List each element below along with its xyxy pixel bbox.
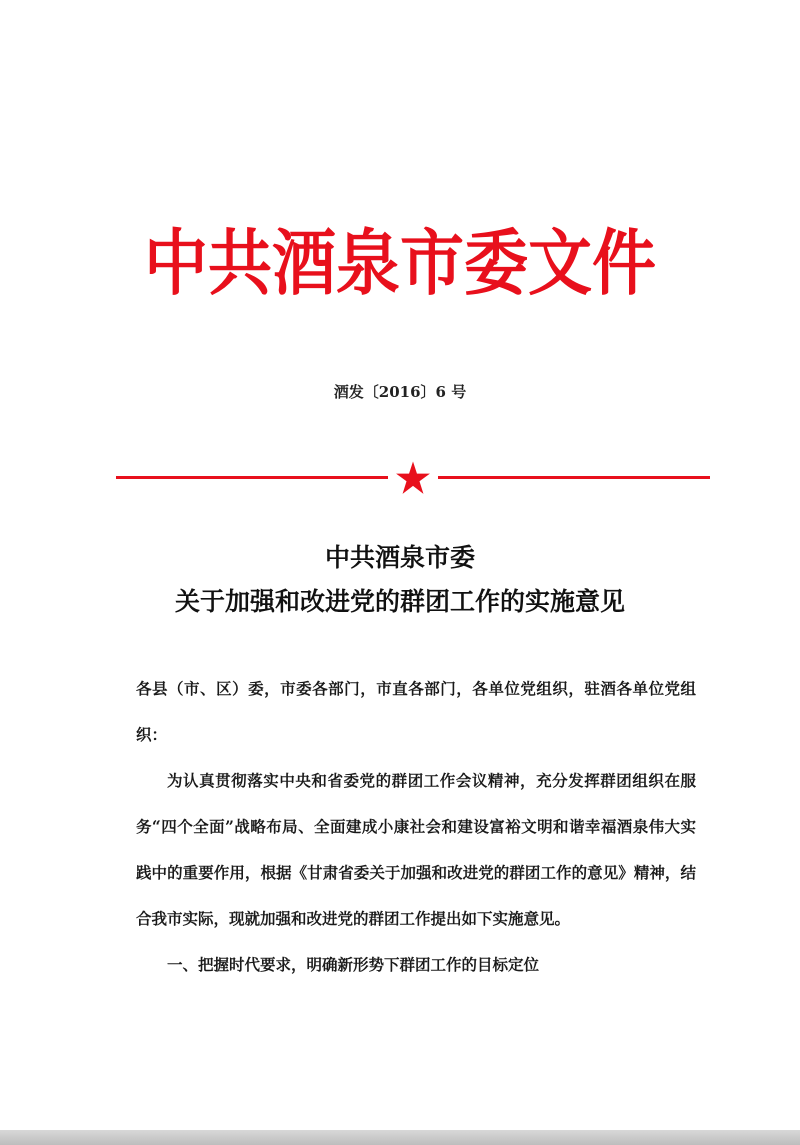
star-icon [395,460,431,496]
page-bottom-edge [0,1130,800,1145]
document-number: 酒发〔2016〕6 号 [333,383,467,401]
document-title-line-2: 关于加强和改进党的群团工作的实施意见 [174,587,625,616]
document-body [136,666,696,988]
red-divider-left [116,476,388,479]
salutation: 各县（市、区）委，市委各部门，市直各部门，各单位党组织，驻酒各单位党组织： [136,679,696,744]
body-paragraph: 为认真贯彻落实中央和省委党的群团工作会议精神，充分发挥群团组织在服务“四个全面”战略布局、全面建成小康社会和建设富裕文明和谐幸福酒泉伟大实践中的重要作用，根据《甘肃省委关于加强和改进党的群团工作的意见》精神，结合我市实际，现就加强和改进党的群团工作提出如下实施意见。 [136,771,696,928]
document-title [0,536,800,624]
red-divider-right [438,476,710,479]
section-heading: 一、把握时代要求，明确新形势下群团工作的目标定位 [167,956,540,974]
document-title-line-1: 中共酒泉市委 [324,543,475,572]
issuing-organ-title: 中共酒泉市委文件 [144,221,656,306]
